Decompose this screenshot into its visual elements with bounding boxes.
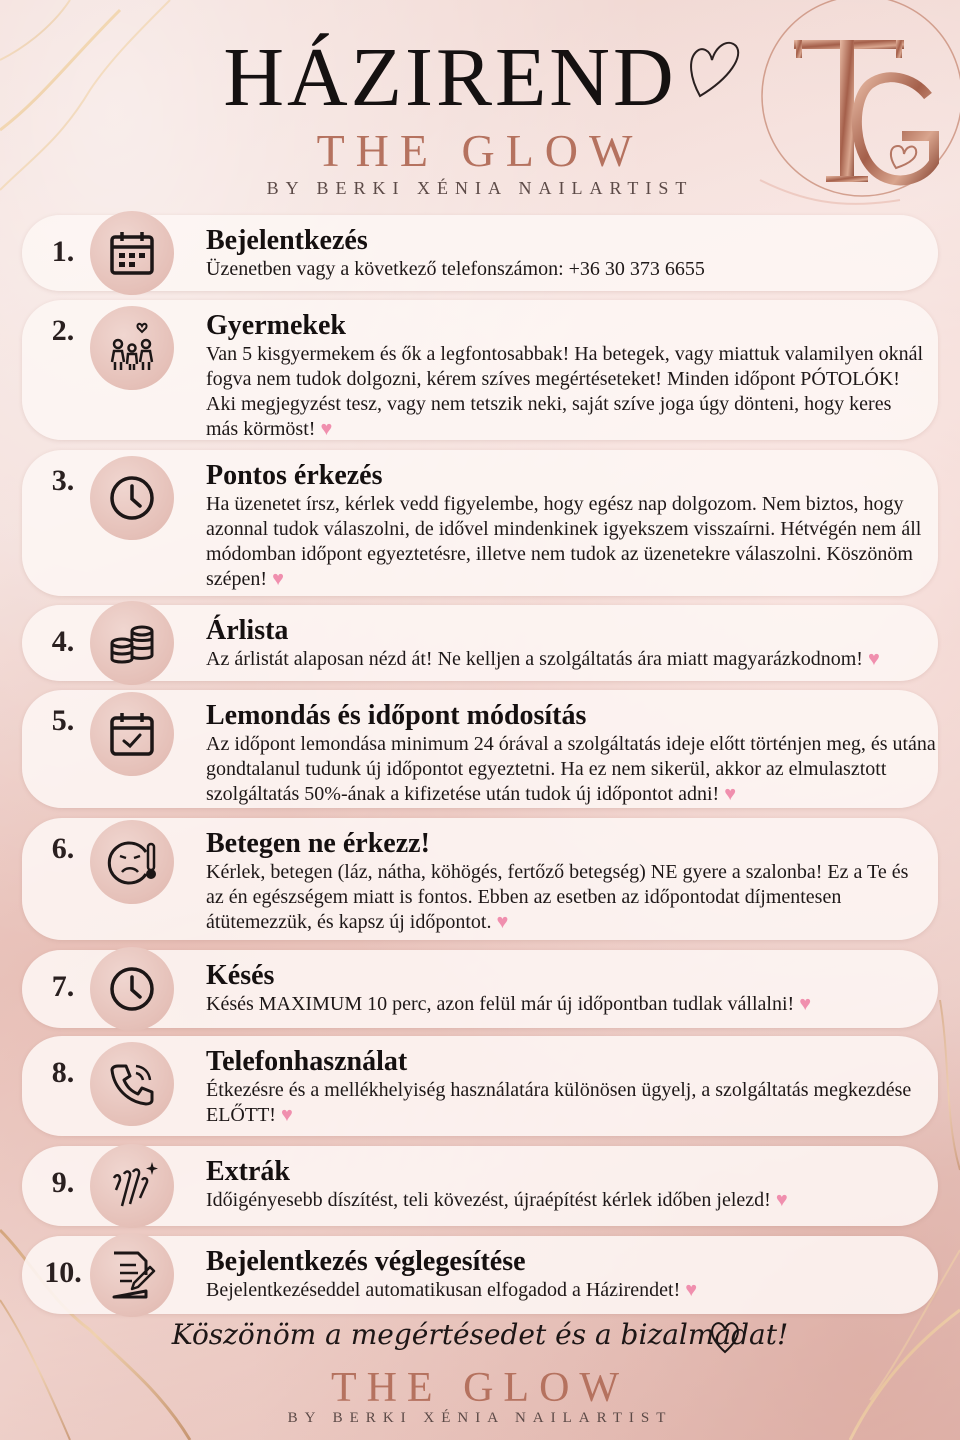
rule-text (206, 1078, 926, 1128)
icon-badge (90, 947, 174, 1031)
icon-badge (90, 1042, 174, 1126)
monogram-letters: TG (752, 0, 754, 1)
rule-text-content: Késés MAXIMUM 10 perc, azon felül már új időpontban tudlak vállalni! (206, 993, 795, 1015)
rule-text (206, 1278, 926, 1303)
rule-text-content: Ha üzenetet írsz, kérlek vedd figyelembe, hogy egész nap dolgozom. Nem biztos, hogy azonnal tudok válaszolni, de idővel mindenkinek igyekszem visszaírni. Hétvégén nem áll módomban időpont egyeztetésre, illetve nem tudok az üzenetekre válaszolni. Köszönöm szépen! (206, 493, 922, 590)
page-title: HÁZIREND (223, 31, 677, 124)
rule-card-2 (22, 300, 938, 440)
rule-number: 8. (51, 1056, 75, 1089)
rule-card-8 (22, 1036, 938, 1136)
rule-title: Gyermekek (206, 310, 346, 341)
footer-brand-subtitle: BY BERKI XÉNIA NAILARTIST (287, 1410, 673, 1426)
heart-outline-icon (686, 30, 746, 110)
rule-number: 10. (44, 1256, 82, 1289)
heart-icon: ♥ (685, 1279, 698, 1301)
icon-badge (90, 1144, 174, 1228)
document-pen-icon (102, 1245, 162, 1305)
rule-title: Késés (206, 960, 275, 991)
heart-icon: ♥ (320, 418, 333, 440)
icon-badge (90, 601, 174, 685)
rule-text-content: Az időpont lemondása minimum 24 órával a szolgáltatás ideje előtt történjen meg, és utána gondtalanul tudunk új időpontot egyeztetni. Ha ez nem sikerül, akkor az elmulasztott szolgáltatás 50%-ának a kifizetése után tudok új időpontot adni! (206, 733, 936, 805)
rule-text-content: Kérlek, betegen (láz, nátha, köhögés, fertőző betegség) NE gyere a szalonba! Ez a Te és az én egészségem miatt is fontos. Ebben az esetben az időpontodat díjmentesen átütemezzük, és kapsz új időpontot. (206, 861, 909, 933)
calendar-icon (102, 223, 162, 283)
rule-text-content: Üzenetben vagy a következő telefonszámon: +36 30 373 6655 (206, 258, 705, 280)
rule-title: Pontos érkezés (206, 460, 383, 491)
rule-card-7 (22, 950, 938, 1028)
phone-call-icon (102, 1054, 162, 1114)
rule-text (206, 732, 936, 807)
rule-title: Betegen ne érkezz! (206, 828, 430, 859)
rule-text (206, 257, 926, 282)
brand-name: THE GLOW (316, 125, 644, 176)
heart-icon: ♥ (496, 911, 509, 933)
rule-title: Telefonhasználat (206, 1046, 408, 1077)
heart-icon: ♥ (724, 783, 737, 805)
icon-badge (90, 456, 174, 540)
heart-icon: ♥ (280, 1104, 293, 1126)
rule-text-content: Bejelentkezéseddel automatikusan elfogadod a Házirendet! (206, 1279, 681, 1301)
rule-text-content: Időigényesebb díszítést, teli kövezést, újraépítést kérlek időben jelezd! (206, 1189, 771, 1211)
icon-badge (90, 306, 174, 390)
rule-text-content: Van 5 kisgyermekem és ők a legfontosabbak! Ha betegek, vagy miattuk valamilyen oknál fogva nem tudok dolgozni, kérem szíves megértéseteket! Minden időpont PÓTOLÓK! Aki megjegyzést tesz, vagy nem tetszik neki, saját szíve joga úgy dönteni, hogy keres más körmöst! (206, 343, 924, 440)
rule-card-5 (22, 690, 938, 808)
clock-icon (102, 468, 162, 528)
icon-badge (90, 820, 174, 904)
clock-icon (102, 959, 162, 1019)
monogram-logo (752, 0, 960, 212)
rule-card-4 (22, 605, 938, 681)
icon-badge (90, 692, 174, 776)
rule-title: Bejelentkezés (206, 225, 368, 256)
brand-subtitle: BY BERKI XÉNIA NAILARTIST (266, 178, 694, 198)
calendar-check-icon (102, 704, 162, 764)
rule-card-6 (22, 818, 938, 940)
heart-icon: ♥ (775, 1189, 788, 1211)
rule-number: 7. (51, 970, 75, 1003)
nails-sparkle-icon (102, 1156, 162, 1216)
heart-outline-icon (708, 1318, 742, 1356)
thank-you-note: Köszönöm a megértésedet és a bizalmadat! (171, 1318, 789, 1351)
rule-text (206, 1188, 926, 1213)
family-icon (102, 318, 162, 378)
coins-icon (102, 613, 162, 673)
rule-text-content: Az árlistát alaposan nézd át! Ne kelljen a szolgáltatás ára miatt magyarázkodnom! (206, 648, 863, 670)
footer-brand-name: THE GLOW (330, 1365, 630, 1411)
heart-icon: ♥ (272, 568, 284, 590)
rule-number: 9. (51, 1166, 75, 1199)
heart-icon: ♥ (799, 993, 812, 1015)
rule-text (206, 992, 926, 1017)
rule-card-9 (22, 1146, 938, 1226)
icon-badge (90, 1233, 174, 1317)
rule-text (206, 342, 926, 442)
rule-card-3 (22, 450, 938, 596)
rule-text (206, 860, 926, 935)
rule-title: Bejelentkezés véglegesítése (206, 1246, 526, 1277)
rule-number: 3. (51, 464, 75, 497)
rule-number: 6. (51, 832, 75, 865)
rule-card-1 (22, 215, 938, 291)
rule-title: Árlista (206, 615, 289, 646)
rule-title: Extrák (206, 1156, 290, 1187)
rule-number: 2. (51, 314, 75, 347)
rule-card-10 (22, 1236, 938, 1314)
heart-icon: ♥ (867, 648, 880, 670)
rule-title: Lemondás és időpont módosítás (206, 700, 587, 731)
rule-number: 5. (51, 704, 75, 737)
rule-number: 1. (51, 235, 75, 268)
sick-face-thermometer-icon (102, 832, 162, 892)
rule-text-content: Étkezésre és a mellékhelyiség használatára különösen ügyelj, a szolgáltatás megkezdése ELŐTT! (206, 1079, 912, 1126)
icon-badge (90, 211, 174, 295)
rule-text (206, 492, 926, 592)
rule-number: 4. (51, 625, 75, 658)
rule-text (206, 647, 926, 672)
